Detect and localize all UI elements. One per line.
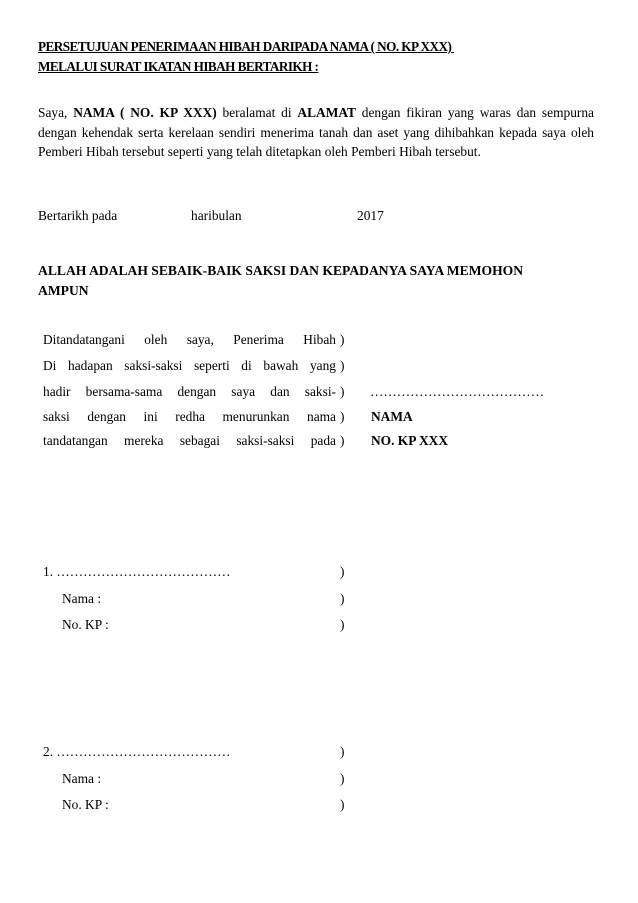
bracket: ) [340, 591, 345, 606]
sig-text-line-1: Ditandatangani oleh saya, Penerima Hibah [43, 332, 336, 347]
bracket: ) [340, 433, 345, 448]
recipient-signature-line: ………………………………… [370, 384, 545, 399]
declaration-prefix: Saya, [38, 105, 74, 120]
declaration-paragraph [38, 103, 594, 162]
declaration-recipient-name: NAMA ( NO. KP XXX) [73, 105, 217, 120]
sig-text-line-4: saksi dengan ini redha menurunkan nama [43, 409, 336, 424]
document-title-line-1 [38, 37, 454, 57]
witness-1-signature-line: 1. ………………………………… [43, 564, 231, 579]
bracket: ) [340, 617, 345, 632]
sig-text-line-3: hadir bersama-sama dengan saya dan saksi- [43, 384, 336, 399]
bracket: ) [340, 358, 345, 373]
witness-1-kp-label: No. KP : [62, 617, 109, 632]
witness-2-signature-line: 2. ………………………………… [43, 744, 231, 759]
oath-line-1: ALLAH ADALAH SEBAIK-BAIK SAKSI DAN KEPADANYA SAYA MEMOHON [38, 263, 524, 278]
recipient-name: NAMA [371, 409, 413, 424]
sig-text-line-2: Di hadapan saksi-saksi seperti di bawah yang [43, 358, 336, 373]
recipient-kp: NO. KP XXX [371, 433, 448, 448]
declaration-middle: beralamat di [216, 105, 298, 120]
declaration-address: ALAMAT [297, 105, 356, 120]
declaration-rest: dengan fikiran yang waras dan sempurna dengan kehendak serta kerelaan sendiri menerima tanah dan aset yang dihibahkan kepada saya oleh Pemberi Hibah tersebut seperti yang telah ditetapkan oleh Pemberi Hibah tersebut. [38, 105, 594, 159]
bracket: ) [340, 332, 345, 347]
witness-2-name-label: Nama : [62, 771, 102, 786]
bracket: ) [340, 771, 345, 786]
sig-text-line-5: tandatangan mereka sebagai saksi-saksi pada [43, 433, 336, 448]
title-kp-text: XXX) [420, 39, 452, 54]
document-title-line-2: MELALUI SURAT IKATAN HIBAH BERTARIKH : [38, 59, 319, 74]
witness-2-kp-label: No. KP : [62, 797, 109, 812]
year-value: 2017 [357, 208, 384, 223]
witness-1-name-label: Nama : [62, 591, 102, 606]
bracket: ) [340, 384, 345, 399]
bracket: ) [340, 564, 345, 579]
oath-line-2: AMPUN [38, 283, 89, 298]
bracket: ) [340, 797, 345, 812]
bracket: ) [340, 744, 345, 759]
day-label: haribulan [191, 208, 242, 223]
bracket: ) [340, 409, 345, 424]
title-main-text: PERSETUJUAN PENERIMAAN HIBAH DARIPADA NAMA ( NO. KP [38, 39, 421, 54]
date-label: Bertarikh pada [38, 208, 118, 223]
